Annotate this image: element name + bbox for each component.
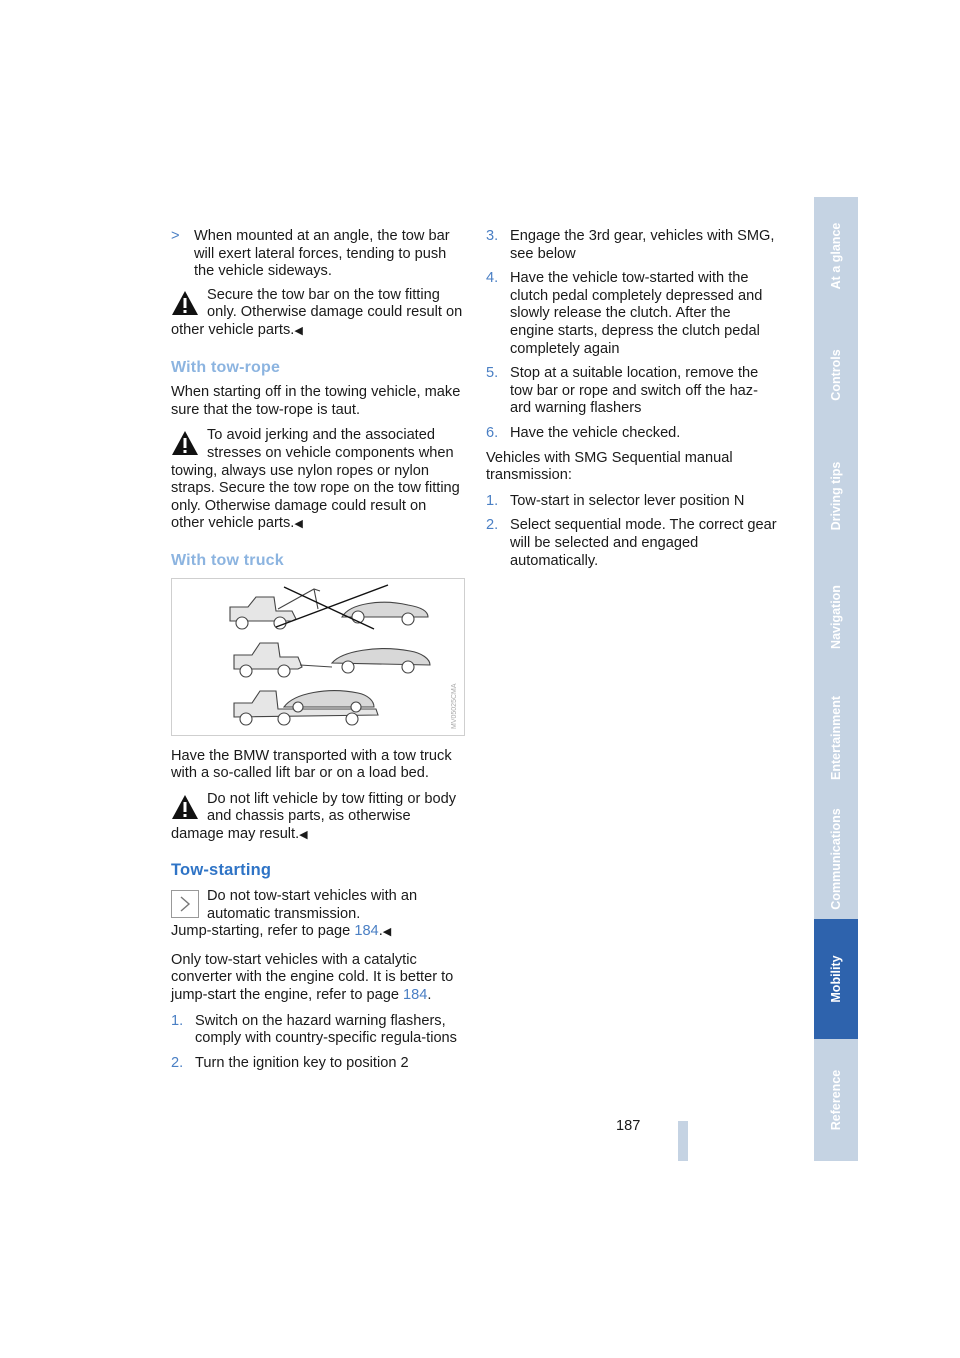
page-number-bar	[678, 1121, 688, 1161]
warning-triangle-icon	[171, 429, 199, 457]
tab-navigation[interactable]	[814, 557, 858, 679]
page-link-184[interactable]: 184	[354, 923, 379, 940]
step-item	[171, 1055, 463, 1073]
tab-label: Reference	[829, 1069, 843, 1131]
step-number: 2.	[486, 517, 499, 534]
tab-controls[interactable]	[814, 315, 858, 437]
step-number: 1.	[486, 492, 499, 509]
tab-label: Mobility	[829, 955, 843, 1003]
warning-note-tow-fitting	[171, 791, 463, 845]
end-mark: ◀	[294, 518, 303, 531]
tow-truck-illustration	[171, 578, 465, 736]
tab-at-a-glance[interactable]	[814, 197, 858, 317]
right-column	[486, 228, 778, 577]
heading-with-tow-truck: With tow truck	[171, 551, 284, 569]
tab-driving-tips[interactable]	[814, 435, 858, 559]
tab-communications[interactable]	[814, 798, 858, 921]
tab-label: Entertainment	[829, 695, 843, 780]
step-text: Stop at a suitable location, remove the tow bar or rope and switch off the haz-ard warning flashers	[510, 365, 759, 417]
tow-truck-row-2	[234, 643, 430, 677]
section-tabs	[814, 197, 858, 1161]
page-link-184[interactable]: 184	[403, 987, 428, 1004]
step-text: Turn the ignition key to position 2	[195, 1054, 409, 1071]
step-number: 4.	[486, 270, 499, 287]
paragraph-period: .	[427, 987, 432, 1004]
step-number: 6.	[486, 424, 499, 441]
warning-note-tow-bar	[171, 287, 463, 341]
paragraph-catalytic	[171, 952, 463, 1005]
tow-truck-drawing	[172, 579, 464, 735]
step-number: 3.	[486, 228, 499, 244]
page-number: 187	[616, 1118, 641, 1134]
step-number: 1.	[171, 1012, 184, 1029]
tab-label: Driving tips	[829, 461, 843, 531]
tab-label: Controls	[829, 349, 843, 401]
end-mark: ◀	[299, 828, 308, 841]
step-text: Tow-start in selector lever position N	[510, 492, 745, 509]
end-mark: ◀	[382, 926, 392, 939]
warning-triangle-icon	[171, 793, 199, 821]
step-item	[486, 270, 778, 358]
tow-truck-row-1	[230, 585, 428, 629]
warning-text: Do not lift vehicle by tow fitting or body and chassis parts, as otherwise damage may result.	[171, 790, 457, 842]
heading-with-tow-rope: With tow-rope	[171, 358, 281, 376]
warning-text: Secure the tow bar on the tow fitting only. Otherwise damage could result on other vehicle parts.	[171, 286, 463, 338]
bullet-text: When mounted at an angle, the tow bar will exert lateral forces, tending to push the vehicle sideways.	[194, 228, 450, 280]
tab-label: Navigation	[829, 585, 843, 649]
tab-entertainment[interactable]	[814, 677, 858, 800]
tab-reference[interactable]	[814, 1039, 858, 1163]
step-number: 5.	[486, 365, 499, 382]
step-item	[486, 425, 778, 443]
step-text: Have the vehicle tow-started with the clutch pedal completely depressed and slowly release the clutch. After the engine starts, depress the clutch pedal completely again	[510, 270, 763, 357]
step-text: Switch on the hazard warning flashers, comply with country-specific regula-tions	[195, 1012, 457, 1047]
warning-note-tow-rope	[171, 427, 463, 534]
step-item	[171, 1013, 463, 1048]
end-mark: ◀	[294, 324, 303, 337]
bullet-item	[171, 228, 463, 281]
paragraph-smg-intro: Vehicles with SMG Sequential manual transmission:	[486, 449, 733, 484]
step-number: 2.	[171, 1054, 184, 1071]
smg-step-item	[486, 517, 778, 570]
paragraph-tow-truck: Have the BMW transported with a tow truck with a so-called lift bar or on a load bed.	[171, 747, 452, 782]
tab-label: Communications	[829, 807, 843, 910]
step-item	[486, 228, 778, 263]
bullet-marker: >	[171, 228, 180, 244]
info-note-automatic	[171, 888, 463, 942]
step-text: Have the vehicle checked.	[510, 424, 681, 441]
note-text-jump: Jump-starting, refer to page	[171, 923, 351, 940]
warning-triangle-icon	[171, 289, 199, 317]
paragraph-catalytic-text: Only tow-start vehicles with a catalytic converter with the engine cold. It is better to jump-start the engine, refer to page	[171, 951, 454, 1004]
tab-label: At a glance	[829, 222, 843, 290]
smg-step-item	[486, 493, 778, 511]
tow-truck-row-3	[234, 690, 378, 724]
figure-code: MV05025CMA	[451, 682, 458, 729]
warning-text: To avoid jerking and the associated stresses on vehicle components when towing, always use nylon ropes or nylon straps. Secure the tow rope on the tow fitting only. Otherwise damage could result on other vehicle parts.	[171, 427, 460, 532]
link-period: .	[378, 923, 383, 940]
tab-mobility[interactable]	[814, 919, 858, 1041]
step-text: Select sequential mode. The correct gear will be selected and engaged automatically.	[510, 517, 777, 569]
left-column	[171, 228, 463, 1079]
note-text: Do not tow-start vehicles with an automatic transmission.	[207, 888, 418, 922]
heading-tow-starting: Tow-starting	[171, 861, 272, 880]
step-text: Engage the 3rd gear, vehicles with SMG, see below	[510, 228, 775, 262]
step-item	[486, 365, 778, 418]
note-arrow-icon	[171, 890, 199, 918]
paragraph-tow-rope: When starting off in the towing vehicle, make sure that the tow-rope is taut.	[171, 384, 461, 418]
